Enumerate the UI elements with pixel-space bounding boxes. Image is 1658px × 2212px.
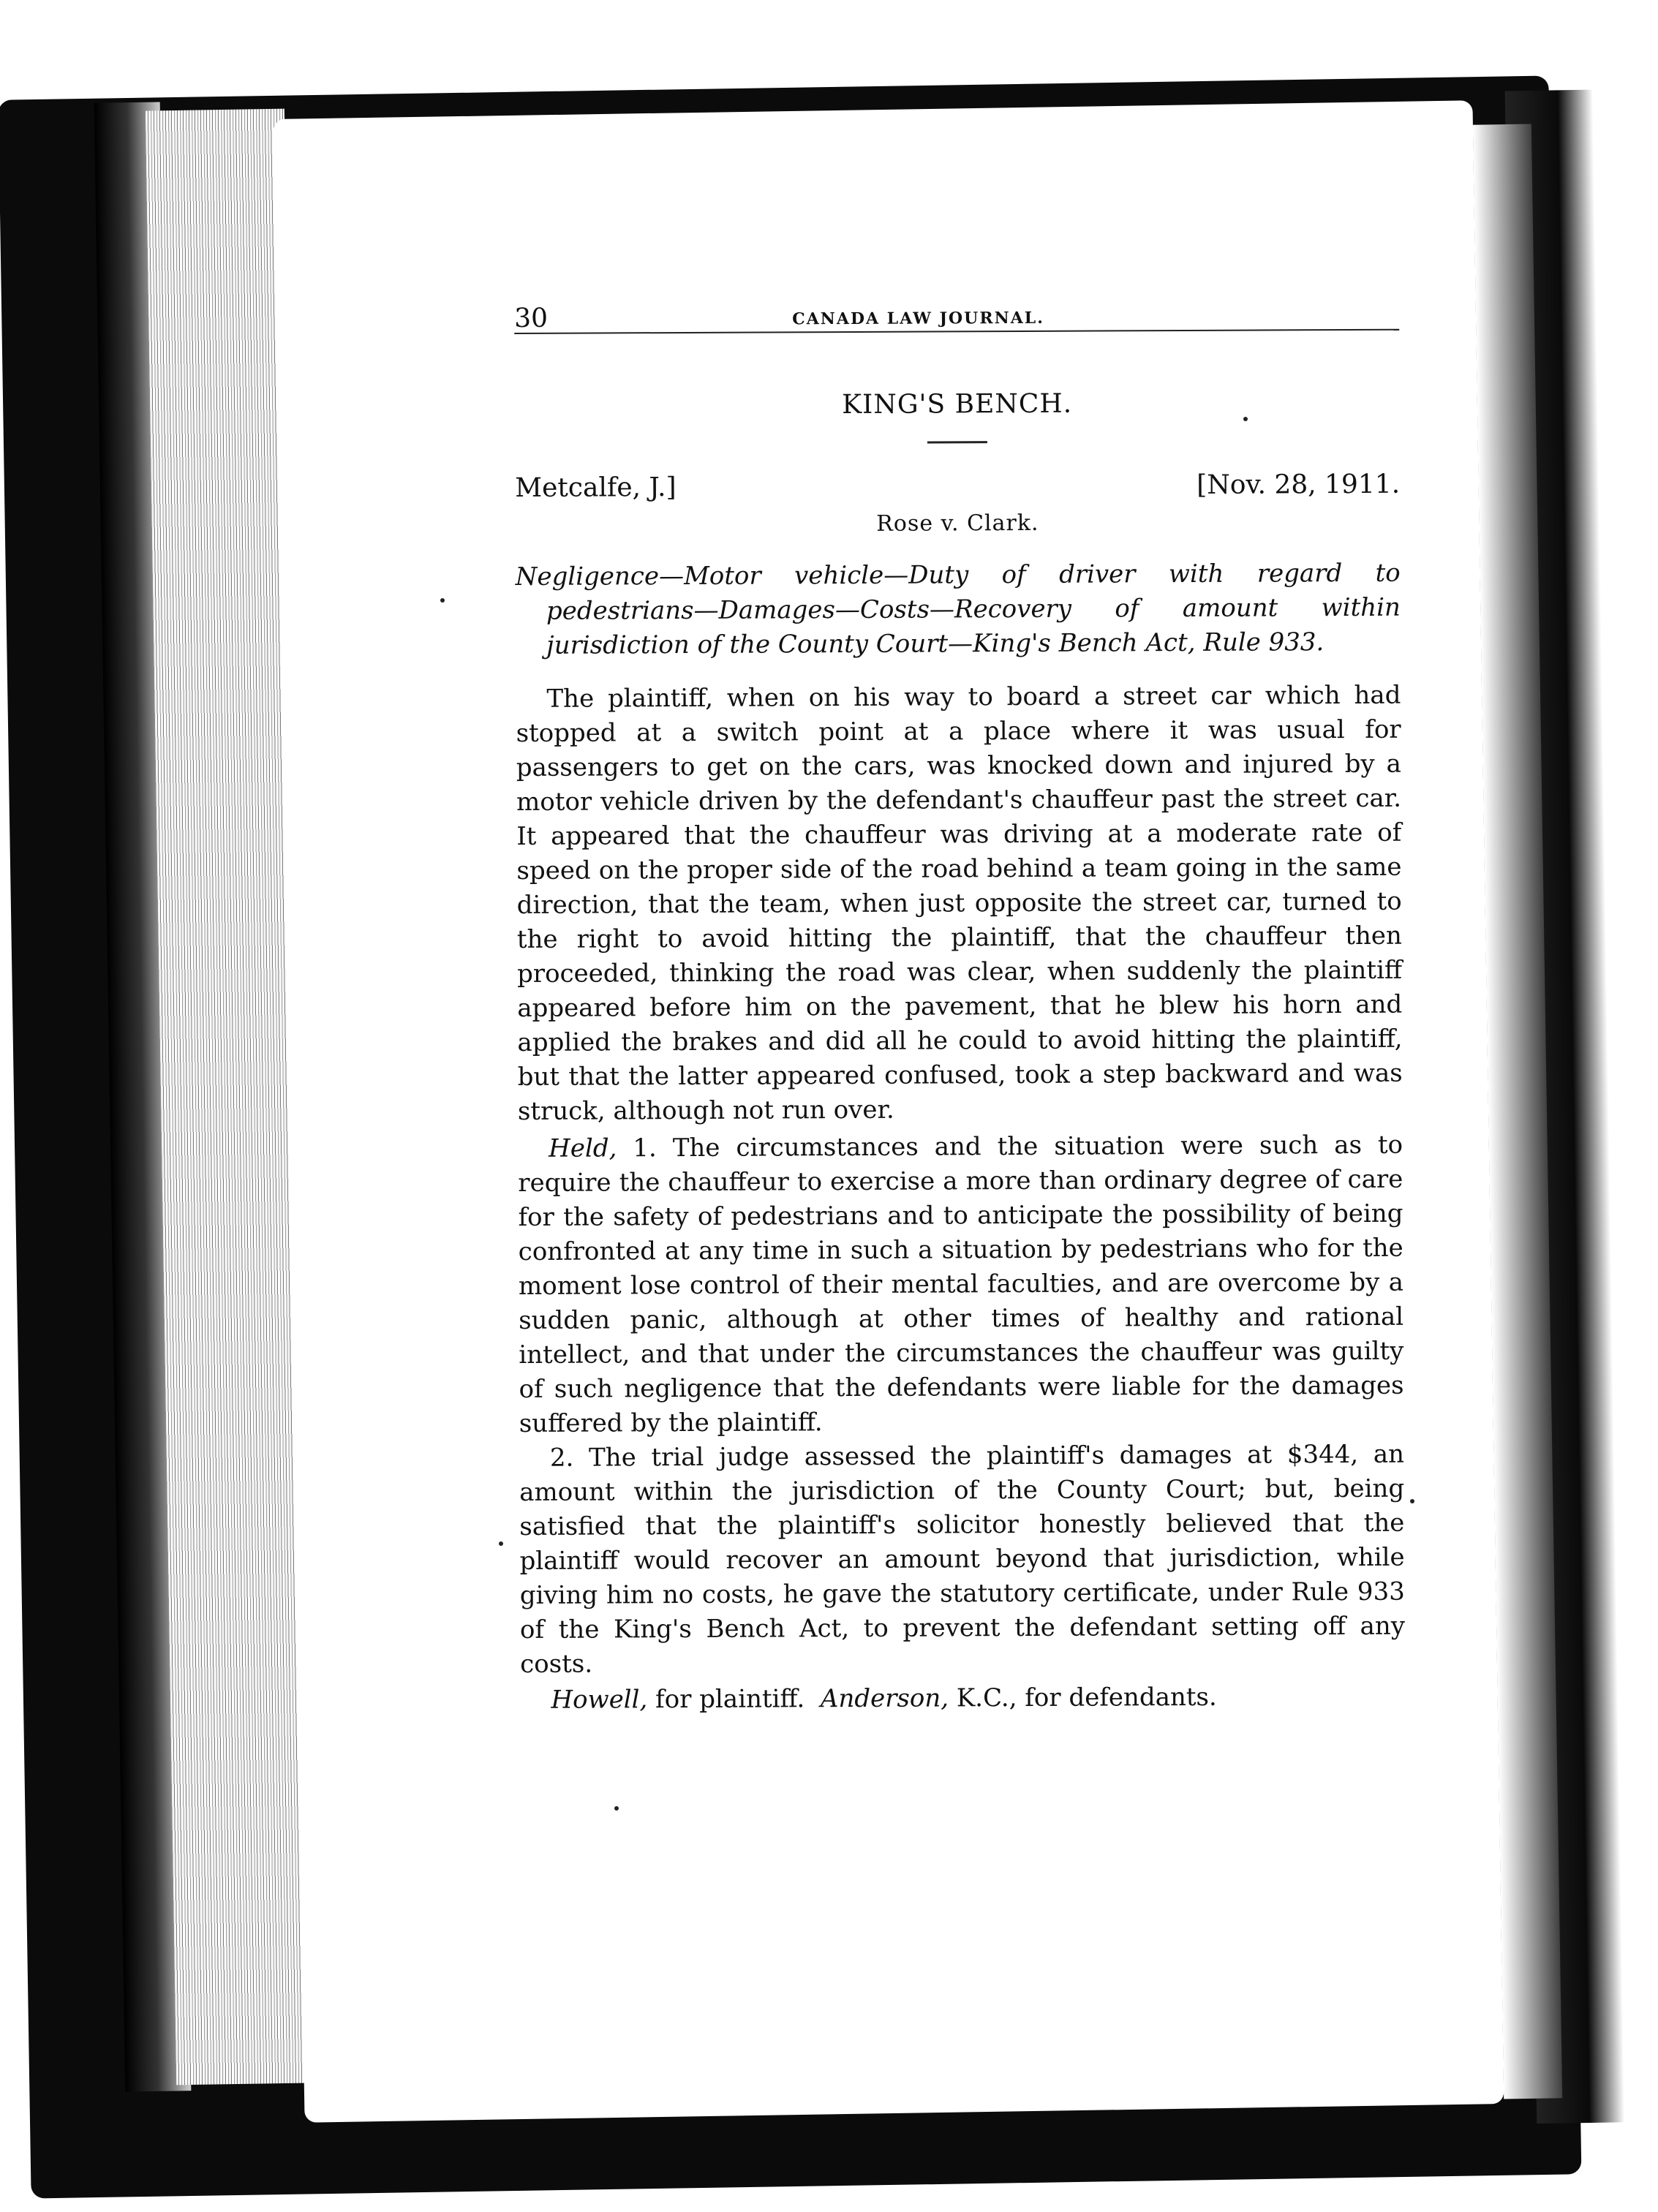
counsel-line [520, 1680, 1405, 1718]
case-name: Rose v. Clark. [876, 510, 1039, 537]
scan-speck [499, 1541, 503, 1546]
divider [927, 441, 987, 443]
page-number: 30 [514, 303, 549, 333]
running-head [514, 285, 1399, 334]
article-text [514, 285, 1406, 1718]
held-label: Held, [549, 1133, 617, 1163]
decision-date: [Nov. 28, 1911. [1197, 469, 1401, 500]
judge-date-line [515, 469, 1400, 507]
scan-speck [440, 598, 445, 603]
scan-speck [1410, 1499, 1414, 1503]
defendant-counsel: Anderson, [820, 1683, 949, 1714]
headnote: Negligence—Motor vehicle—Duty of driver with regard to pedestrians—Damages—Costs—Recovery of amount within jurisdiction of the County Court—King's Bench Act, Rule 933. [515, 558, 1401, 660]
plaintiff-counsel: Howell, [551, 1685, 648, 1715]
judge: Metcalfe, J.] [515, 472, 677, 503]
journal-title: CANADA LAW JOURNAL. [792, 308, 1044, 329]
held-text: 1. The circumstances and the situation were such as to require the chauffeur to exercise a more than ordinary degree of care for the safety of pedestrians and to anticipate the possibility of being confronted at any time in such a situation by pedestrians who for the moment lose control of their mental faculties, and are overcome by a sudden panic, although at other times of healthy and rational intellect, and that under the circumstances the chauffeur was guilty of such negligence that the defendants were liable for the damages suffered by the plaintiff. [518, 1130, 1404, 1438]
court-heading: KING'S BENCH. [842, 388, 1073, 420]
holding-2-paragraph: 2. The trial judge assessed the plaintiff's damages at $344, an amount within the jurisdiction of the County Court; but, being satisfied that the plaintiff's solicitor honestly believed that the plaintiff would recover an amount beyond that jurisdiction, while giving him no costs, he gave the statutory certificate, under Rule 933 of the King's Bench Act, to prevent the defendant setting off any costs. [519, 1439, 1406, 1679]
scan-speck [614, 1806, 619, 1811]
held-paragraph [518, 1128, 1404, 1441]
facts-paragraph: The plaintiff, when on his way to board a street car which had stopped at a switch point at a place where it was usual for passengers to get on the cars, was knocked down and injured by a motor vehicle driven by the defendant's chauffeur past the street car. It appeared that the chauffeur was driving at a moderate rate of speed on the proper side of the road behind a team going in the same direction, that the team, when just opposite the street car, turned to the right to avoid hitting the plaintiff, that the chauffeur then proceeded, thinking the road was clear, when suddenly the plaintiff appeared before him on the pavement, that he blew his horn and applied the brakes and did all he could to avoid hitting the plaintiff, but that the latter appeared confused, took a step backward and was struck, although not run over. [516, 680, 1403, 1126]
defendant-counsel-role: K.C., for defendants. [948, 1682, 1217, 1713]
plaintiff-counsel-role: for plaintiff. [647, 1684, 805, 1715]
